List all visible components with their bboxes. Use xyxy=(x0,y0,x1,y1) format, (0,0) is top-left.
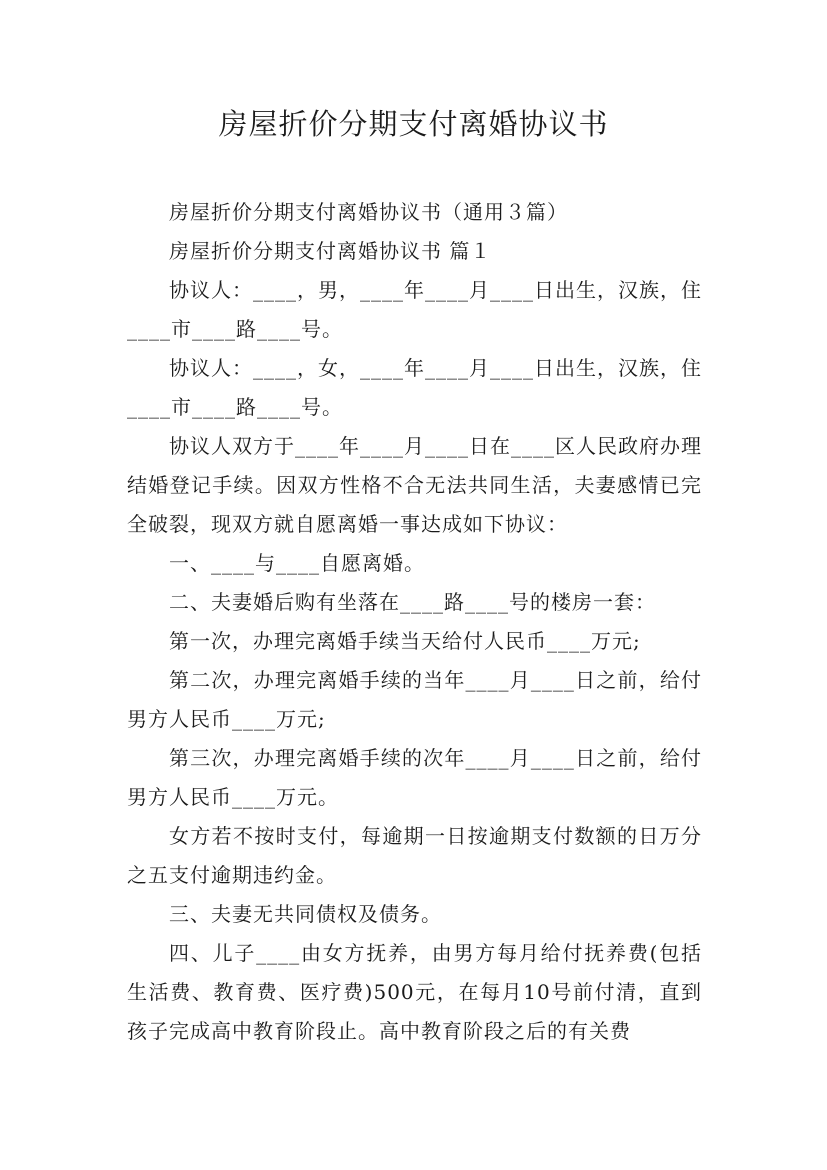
paragraph: 一、____与____自愿离婚。 xyxy=(169,551,425,575)
paragraph: 房屋折价分期支付离婚协议书（通用３篇） xyxy=(169,200,568,224)
paragraph: 二、夫妻婚后购有坐落在____路____号的楼房一套： xyxy=(169,590,656,614)
paragraph: 第二次，办理完离婚手续的当年____月____日之前，给付男方人民币____万元; xyxy=(127,668,702,731)
document-title: 房屋折价分期支付离婚协议书 xyxy=(218,107,609,141)
paragraph: 协议人双方于____年____月____日在____区人民政府办理结婚登记手续。因双方性格不合无法共同生活，夫妻感情已完全破裂，现双方就自愿离婚一事达成如下协议： xyxy=(127,434,702,536)
paragraph: 房屋折价分期支付离婚协议书 篇１ xyxy=(169,239,492,263)
paragraph: 第一次，办理完离婚手续当天给付人民币____万元; xyxy=(169,629,641,653)
paragraph: 四、儿子____由女方抚养，由男方每月给付抚养费(包括生活费、教育费、医疗费)500元，在每月10号前付清，直到孩子完成高中教育阶段止。高中教育阶段之后的有关费 xyxy=(127,941,702,1043)
paragraph: 协议人：____，男，____年____月____日出生，汉族，住____市____路____号。 xyxy=(127,278,702,341)
paragraph: 女方若不按时支付，每逾期一日按逾期支付数额的日万分之五支付逾期违约金。 xyxy=(127,824,702,887)
document-body xyxy=(127,193,702,1051)
paragraph: 三、夫妻无共同债权及债务。 xyxy=(169,902,442,926)
paragraph: 第三次，办理完离婚手续的次年____月____日之前，给付男方人民币____万元。 xyxy=(127,746,702,809)
paragraph: 协议人：____，女，____年____月____日出生，汉族，住____市____路____号。 xyxy=(127,356,702,419)
